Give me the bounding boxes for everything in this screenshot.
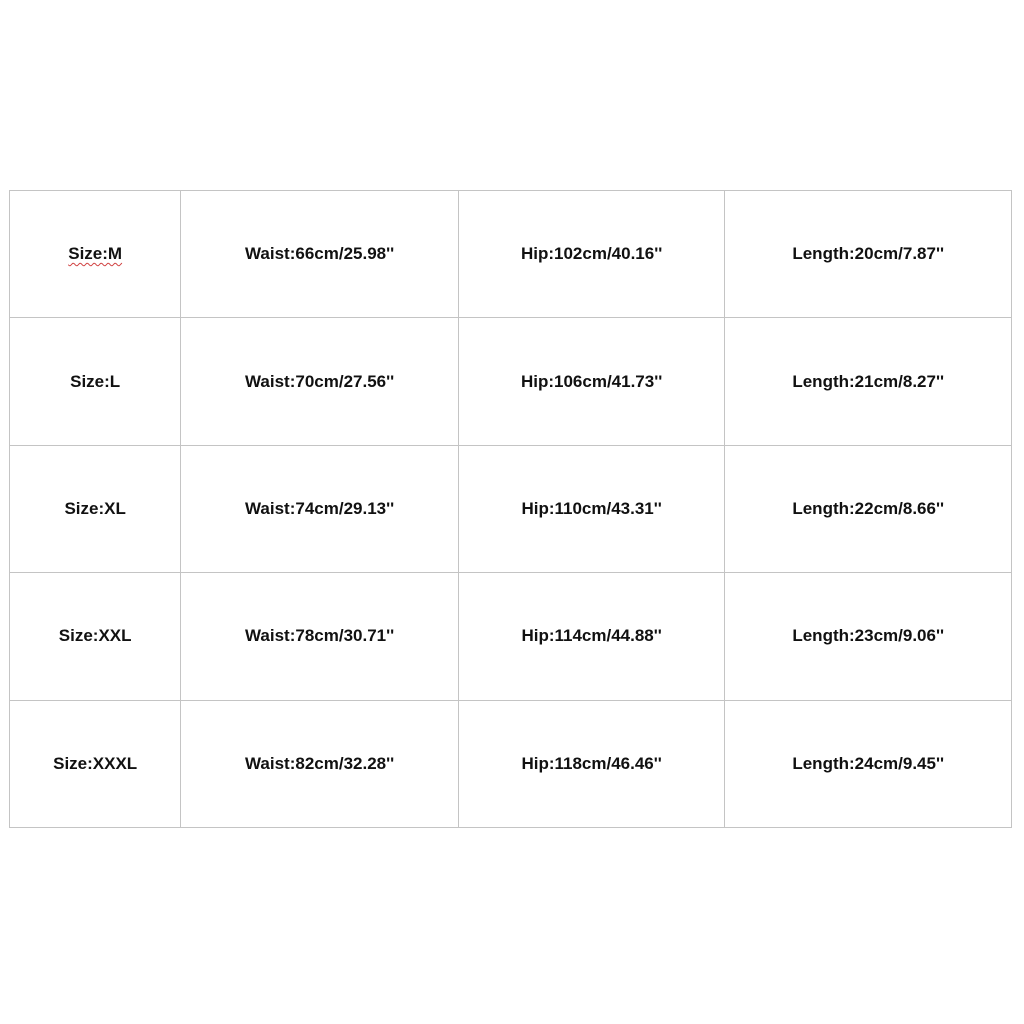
- hip-cell: Hip:106cm/41.73'': [458, 318, 725, 445]
- size-chart-table: [9, 190, 1012, 828]
- length-cell: Length:24cm/9.45'': [725, 700, 1012, 827]
- length-cell: Length:22cm/8.66'': [725, 445, 1012, 572]
- table-row: [10, 445, 1012, 572]
- hip-cell: Hip:102cm/40.16'': [458, 191, 725, 318]
- length-cell: Length:21cm/8.27'': [725, 318, 1012, 445]
- size-cell: Size:XXL: [10, 573, 181, 700]
- table-row: [10, 700, 1012, 827]
- waist-cell: Waist:82cm/32.28'': [181, 700, 459, 827]
- size-cell: [10, 191, 181, 318]
- table-row: [10, 573, 1012, 700]
- table-row: [10, 191, 1012, 318]
- hip-cell: Hip:118cm/46.46'': [458, 700, 725, 827]
- waist-cell: Waist:74cm/29.13'': [181, 445, 459, 572]
- hip-cell: Hip:110cm/43.31'': [458, 445, 725, 572]
- hip-cell: Hip:114cm/44.88'': [458, 573, 725, 700]
- table-row: [10, 318, 1012, 445]
- length-cell: Length:23cm/9.06'': [725, 573, 1012, 700]
- size-cell: Size:XL: [10, 445, 181, 572]
- waist-cell: Waist:66cm/25.98'': [181, 191, 459, 318]
- length-cell: Length:20cm/7.87'': [725, 191, 1012, 318]
- waist-cell: Waist:78cm/30.71'': [181, 573, 459, 700]
- size-cell: Size:L: [10, 318, 181, 445]
- size-label: Size:M: [68, 244, 123, 264]
- waist-cell: Waist:70cm/27.56'': [181, 318, 459, 445]
- size-cell: Size:XXXL: [10, 700, 181, 827]
